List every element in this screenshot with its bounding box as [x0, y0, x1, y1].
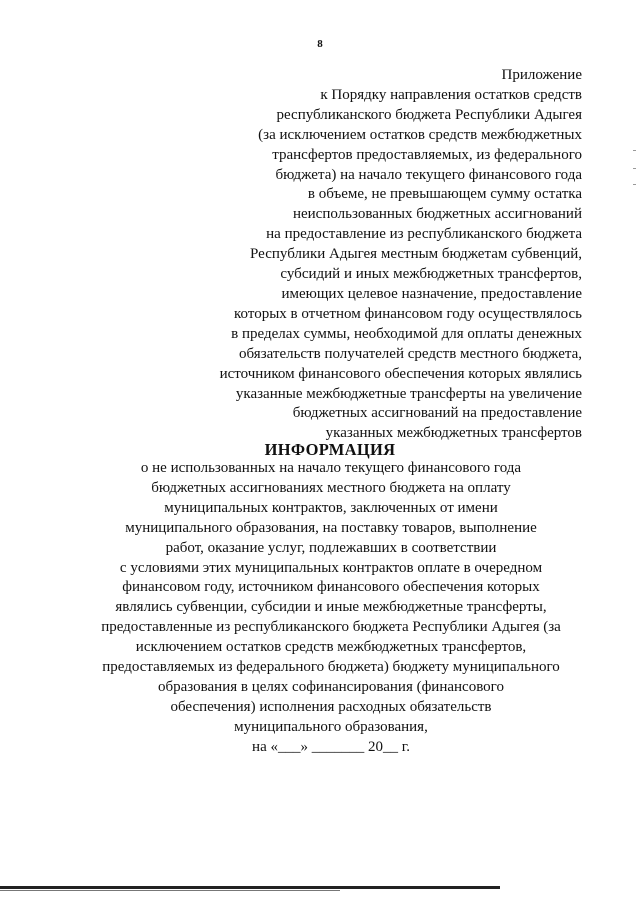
appendix-line: трансфертов предоставляемых, из федерального: [272, 146, 582, 163]
appendix-line: в пределах суммы, необходимой для оплаты денежных: [231, 325, 582, 342]
bottom-scan-border-thin: [0, 890, 340, 891]
appendix-line: к Порядку направления остатков средств: [320, 86, 582, 103]
appendix-line: имеющих целевое назначение, предоставление: [281, 285, 582, 302]
appendix-header-block: [162, 66, 582, 444]
information-line: муниципального образования, на поставку товаров, выполнение: [125, 519, 537, 536]
information-line: образования в целях софинансирования (финансового: [158, 678, 504, 695]
appendix-line: в объеме, не превышающем сумму остатка: [307, 186, 582, 203]
appendix-line: на предоставление из республиканского бюджета: [266, 226, 582, 243]
information-line: являлись субвенции, субсидии и иные межбюджетные трансферты,: [115, 599, 547, 616]
appendix-line: источником финансового обеспечения которых являлись: [219, 365, 582, 382]
appendix-line: (за исключением остатков средств межбюджетных: [258, 126, 582, 143]
information-line: муниципальных контрактов, заключенных от имени: [164, 499, 498, 516]
appendix-line: неиспользованных бюджетных ассигнований: [292, 206, 582, 223]
scan-mark: [633, 150, 636, 151]
appendix-line: Республики Адыгея местным бюджетам субвенций,: [250, 246, 582, 263]
information-line: бюджетных ассигнованиях местного бюджета на оплату: [151, 479, 511, 496]
information-line: о не использованных на начало текущего финансового года: [140, 460, 522, 476]
appendix-line: указанные межбюджетные трансферты на увеличение: [235, 385, 582, 402]
document-subtitle-block: [0, 459, 640, 758]
scan-mark: [633, 168, 636, 169]
appendix-line: Приложение: [501, 67, 582, 83]
page-number: 8: [317, 38, 323, 50]
information-line: с условиями этих муниципальных контрактов оплате в очередном: [119, 559, 543, 576]
information-line: работ, оказание услуг, подлежавших в соответствии: [165, 539, 497, 556]
appendix-line: которых в отчетном финансовом году осуществлялось: [234, 305, 582, 322]
bottom-scan-border: [0, 886, 500, 889]
information-line: на «___» _______ 20__ г.: [252, 738, 410, 755]
information-line: исключением остатков средств межбюджетных трансфертов,: [135, 639, 527, 656]
appendix-line: бюджетных ассигнований на предоставление: [292, 405, 582, 422]
information-line: муниципального образования,: [234, 718, 428, 735]
information-line: предоставляемых из федерального бюджета) бюджету муниципального: [102, 659, 560, 676]
appendix-line: республиканского бюджета Республики Адыгея: [276, 106, 582, 123]
appendix-line: обязательств получателей средств местного бюджета,: [239, 345, 582, 362]
scan-mark: [633, 184, 636, 185]
appendix-line: субсидий и иных межбюджетных трансфертов,: [280, 266, 582, 283]
information-line: предоставленные из республиканского бюджета Республики Адыгея (за: [101, 619, 561, 636]
information-line: финансовом году, источником финансового обеспечения которых: [122, 579, 540, 596]
document-title: ИНФОРМАЦИЯ: [264, 440, 396, 459]
appendix-line: бюджета) на начало текущего финансового года: [275, 166, 582, 183]
information-line: обеспечения) исполнения расходных обязательств: [170, 698, 492, 715]
appendix-line: указанных межбюджетных трансфертов: [325, 425, 582, 442]
